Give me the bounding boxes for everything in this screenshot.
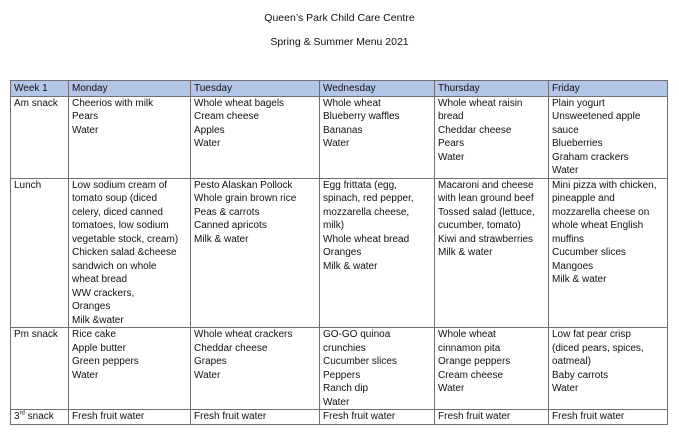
table-row-am-snack xyxy=(11,96,668,178)
menu-cell: Cheerios with milk Pears Water xyxy=(69,96,191,178)
meal-label: Am snack xyxy=(11,96,69,178)
meal-label: Lunch xyxy=(11,178,69,328)
menu-cell: Low fat pear crisp (diced pears, spices, oatmeal) Baby carrots Water xyxy=(549,328,668,410)
menu-cell: Pesto Alaskan Pollock Whole grain brown rice Peas & carrots Canned apricots Milk & water xyxy=(191,178,320,328)
menu-cell: Egg frittata (egg, spinach, red pepper, mozzarella cheese, milk) Whole wheat bread Oranges Milk & water xyxy=(320,178,435,328)
menu-cell: Whole wheat crackers Cheddar cheese Grapes Water xyxy=(191,328,320,410)
col-header-tuesday: Tuesday xyxy=(191,81,320,97)
menu-cell: Whole wheat bagels Cream cheese Apples Water xyxy=(191,96,320,178)
meal-label: 3rd snack xyxy=(11,410,69,425)
menu-cell: Whole wheat cinnamon pita Orange peppers Cream cheese Water xyxy=(435,328,549,410)
header-row xyxy=(11,81,668,97)
centre-title: Queen’s Park Child Care Centre xyxy=(264,12,415,24)
table-row-lunch xyxy=(11,178,668,328)
menu-cell: Mini pizza with chicken, pineapple and mozzarella cheese on whole wheat English muffins Cucumber slices Mangoes Milk & water xyxy=(549,178,668,328)
menu-cell: Whole wheat Blueberry waffles Bananas Water xyxy=(320,96,435,178)
col-header-wednesday: Wednesday xyxy=(320,81,435,97)
menu-cell: Whole wheat raisin bread Cheddar cheese Pears Water xyxy=(435,96,549,178)
menu-subtitle: Spring & Summer Menu 2021 xyxy=(270,36,409,48)
menu-cell: Low sodium cream of tomato soup (diced celery, diced canned tomatoes, low sodium vegetable stock, cream) Chicken salad &cheese sandwich on whole wheat bread WW crackers, Oranges Milk &water xyxy=(69,178,191,328)
col-header-monday: Monday xyxy=(69,81,191,97)
meal-label: Pm snack xyxy=(11,328,69,410)
menu-cell: Fresh fruit water xyxy=(435,410,549,425)
menu-cell: Rice cake Apple butter Green peppers Water xyxy=(69,328,191,410)
menu-cell: Plain yogurt Unsweetened apple sauce Blueberries Graham crackers Water xyxy=(549,96,668,178)
col-header-friday: Friday xyxy=(549,81,668,97)
menu-cell: GO-GO quinoa crunchies Cucumber slices Peppers Ranch dip Water xyxy=(320,328,435,410)
table-row-third-snack xyxy=(11,410,668,425)
menu-table xyxy=(10,80,668,425)
menu-cell: Fresh fruit water xyxy=(191,410,320,425)
menu-cell: Fresh fruit water xyxy=(320,410,435,425)
col-header-thursday: Thursday xyxy=(435,81,549,97)
col-header-week: Week 1 xyxy=(11,81,69,97)
table-row-pm-snack xyxy=(11,328,668,410)
menu-cell: Fresh fruit water xyxy=(69,410,191,425)
menu-cell: Fresh fruit water xyxy=(549,410,668,425)
menu-cell: Macaroni and cheese with lean ground beef Tossed salad (lettuce, cucumber, tomato) Kiwi and strawberries Milk & water xyxy=(435,178,549,328)
